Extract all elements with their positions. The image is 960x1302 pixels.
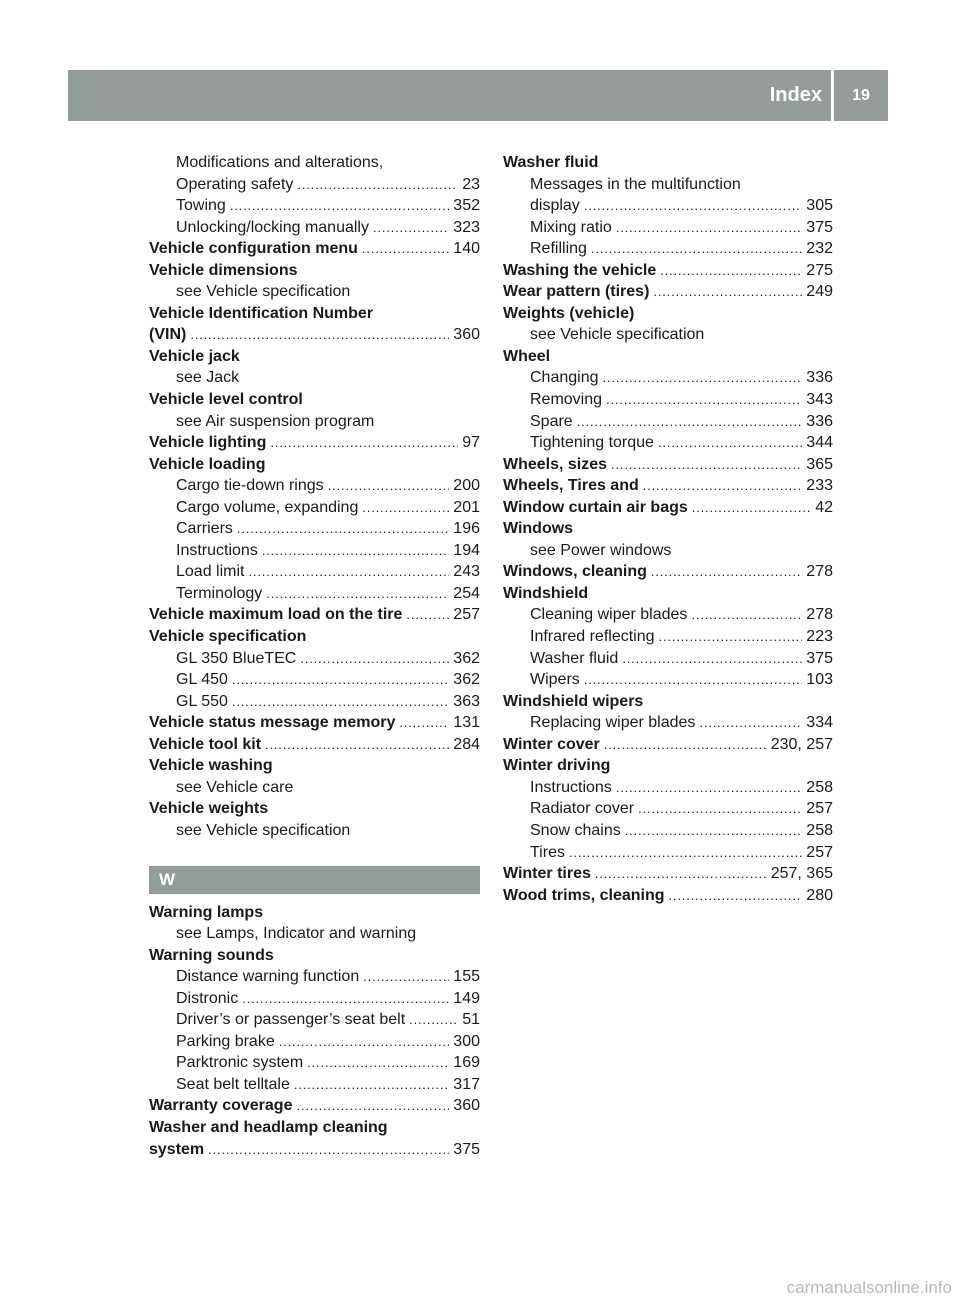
entry-term: Parktronic system [176,1054,304,1072]
index-entry [503,712,833,734]
index-entry [149,712,480,734]
index-entry [149,734,480,756]
entry-page-ref: 362 [453,649,480,667]
index-entry [503,324,833,346]
entry-term: Vehicle weights [149,800,269,818]
dot-leader [569,842,802,864]
index-entry-list [503,152,833,906]
entry-term: Vehicle status message memory [149,714,396,732]
index-entry [149,152,480,174]
entry-page-ref: 257 [453,606,480,624]
dot-leader [658,432,802,454]
entry-term: Washer fluid [530,649,619,667]
entry-term: Warranty coverage [149,1097,293,1115]
entry-term: Warning sounds [149,946,274,964]
dot-leader [230,195,449,217]
entry-page-ref: 375 [453,1140,480,1158]
section-letter-bar: W [149,866,480,894]
entry-page-ref: 360 [453,1097,480,1115]
dot-leader [604,734,767,756]
index-entry [149,303,480,325]
dot-leader [232,691,449,713]
entry-term: Wheels, Tires and [503,477,639,495]
entry-term: Carriers [176,520,233,538]
entry-page-ref: 343 [806,391,833,409]
entry-page-ref: 97 [462,434,480,452]
entry-page-ref: 257 [806,800,833,818]
index-entry [503,454,833,476]
index-entry [149,346,480,368]
entry-page-ref: 232 [806,240,833,258]
entry-page-ref: 149 [453,989,480,1007]
dot-leader [622,648,802,670]
index-entry [149,217,480,239]
index-entry [149,945,480,967]
entry-term: Wheels, sizes [503,455,608,473]
dot-leader [248,561,449,583]
entry-term: see Vehicle specification [530,326,705,344]
index-entry [149,1031,480,1053]
index-entry [503,389,833,411]
dot-leader [584,669,803,691]
entry-term: Vehicle Identification Number [149,304,374,322]
entry-term: Winter driving [503,757,611,775]
entry-term: see Power windows [530,541,672,559]
entry-term: GL 550 [176,692,228,710]
index-entry [149,367,480,389]
entry-term: see Lamps, Indicator and warning [176,925,417,943]
index-entry [149,648,480,670]
entry-page-ref: 323 [453,218,480,236]
index-entry [149,432,480,454]
index-entry [503,367,833,389]
entry-term: Warning lamps [149,903,264,921]
index-entry [503,195,833,217]
dot-leader [296,1095,449,1117]
dot-leader [616,217,802,239]
entry-term: see Vehicle specification [176,283,351,301]
index-entry [149,902,480,924]
entry-term: Snow chains [530,821,621,839]
entry-term: Mixing ratio [530,218,612,236]
watermark: carmanualsonline.info [786,1278,952,1297]
entry-page-ref: 284 [453,735,480,753]
entry-term: Vehicle washing [149,757,273,775]
entry-term: system [149,1140,205,1158]
entry-page-ref: 201 [453,498,480,516]
index-entry [503,626,833,648]
entry-term: Messages in the multifunction [530,175,741,193]
entry-term: Load limit [176,563,245,581]
entry-page-ref: 334 [806,714,833,732]
index-entry [149,820,480,842]
entry-term: Cargo tie-down rings [176,477,324,495]
dot-leader [279,1031,450,1053]
index-entry [503,411,833,433]
index-entry [503,152,833,174]
index-entry [149,1139,480,1161]
entry-term: Removing [530,391,603,409]
entry-term: see Air suspension program [176,412,375,430]
entry-term: Tightening torque [530,434,654,452]
dot-leader [409,1009,458,1031]
index-entry [503,734,833,756]
entry-term: Refilling [530,240,587,258]
entry-term: Replacing wiper blades [530,714,696,732]
dot-leader [603,367,803,389]
entry-term: Winter tires [503,865,591,883]
entry-page-ref: 131 [453,714,480,732]
entry-term: Distance warning function [176,968,360,986]
dot-leader [699,712,802,734]
dot-leader [190,324,449,346]
entry-page-ref: 155 [453,968,480,986]
index-entry [149,988,480,1010]
entry-page-ref: 365 [806,455,833,473]
entry-term: Instructions [176,541,258,559]
index-entry [149,497,480,519]
entry-term: Radiator cover [530,800,635,818]
index-entry [149,669,480,691]
entry-term: see Vehicle care [176,778,294,796]
entry-page-ref: 257 [806,843,833,861]
entry-term: Infrared reflecting [530,628,655,646]
dot-leader [611,454,802,476]
index-entry [149,583,480,605]
entry-page-ref: 169 [453,1054,480,1072]
dot-leader [300,648,449,670]
section-title: Index [769,84,822,106]
dot-leader [584,195,802,217]
dot-leader [362,497,449,519]
entry-term: Vehicle configuration menu [149,240,358,258]
index-entry [149,966,480,988]
entry-page-ref: 258 [806,821,833,839]
dot-leader [691,604,802,626]
dot-leader [669,885,803,907]
index-column-right [503,152,833,906]
dot-leader [297,174,458,196]
index-entry [503,798,833,820]
entry-page-ref: 233 [806,477,833,495]
entry-term: Washer fluid [503,154,599,171]
entry-term: Washer and headlamp cleaning [149,1118,388,1136]
index-entry [503,432,833,454]
entry-term: Winter cover [503,735,600,753]
dot-leader [595,863,767,885]
dot-leader [616,777,802,799]
index-entry [503,669,833,691]
index-entry [503,238,833,260]
index-entry [149,1009,480,1031]
entry-page-ref: 254 [453,584,480,602]
dot-leader [591,238,802,260]
index-entry [503,346,833,368]
index-entry [149,798,480,820]
index-entry [503,842,833,864]
dot-leader [363,966,449,988]
entry-page-ref: 42 [815,498,833,516]
index-entry [149,923,480,945]
index-entry [503,303,833,325]
dot-leader [373,217,449,239]
entry-term: Seat belt telltale [176,1075,290,1093]
index-entry [149,389,480,411]
dot-leader [242,988,449,1010]
index-entry [503,561,833,583]
entry-page-ref: 258 [806,778,833,796]
entry-term: see Vehicle specification [176,821,351,839]
index-entry [149,518,480,540]
dot-leader [692,497,811,519]
entry-page-ref: 352 [453,197,480,215]
entry-term: Parking brake [176,1032,275,1050]
entry-term: Vehicle specification [149,628,307,646]
entry-term: Vehicle loading [149,455,266,473]
dot-leader [362,238,449,260]
index-entry [503,691,833,713]
dot-leader [266,583,449,605]
dot-leader [653,281,802,303]
index-entry [503,174,833,196]
entry-page-ref: 336 [806,412,833,430]
entry-page-ref: 362 [453,671,480,689]
dot-leader [294,1074,449,1096]
dot-leader [399,712,449,734]
entry-term: Vehicle tool kit [149,735,262,753]
index-entry [149,281,480,303]
index-entry [503,497,833,519]
dot-leader [625,820,803,842]
entry-page-ref: 360 [453,326,480,344]
entry-page-ref: 257, 365 [770,865,833,883]
entry-page-ref: 344 [806,434,833,452]
entry-page-ref: 230, 257 [770,735,833,753]
index-entry [149,260,480,282]
index-entry [149,1074,480,1096]
index-entry [149,604,480,626]
index-entry [503,863,833,885]
entry-term: Driver’s or passenger’s seat belt [176,1011,406,1029]
index-entry [149,1117,480,1139]
entry-term: Weights (vehicle) [503,304,635,322]
index-entry [503,777,833,799]
entry-term: GL 350 BlueTEC [176,649,297,667]
entry-term: Instructions [530,778,612,796]
index-entry [149,324,480,346]
index-entry [503,820,833,842]
entry-term: Towing [176,197,226,215]
entry-term: Operating safety [176,175,294,193]
index-entry [503,583,833,605]
index-column-left [149,152,480,1160]
index-entry [149,195,480,217]
page-number: 19 [852,87,870,104]
entry-page-ref: 317 [453,1075,480,1093]
entry-page-ref: 275 [806,261,833,279]
index-entry-list [149,902,480,1161]
entry-term: Tires [530,843,565,861]
index-entry [149,540,480,562]
index-entry [503,475,833,497]
index-entry [149,411,480,433]
dot-leader [232,669,449,691]
entry-term: Distronic [176,989,239,1007]
entry-term: display [530,197,580,215]
entry-page-ref: 305 [806,197,833,215]
index-entry [149,454,480,476]
entry-term: Vehicle jack [149,347,240,365]
entry-term: Vehicle level control [149,391,303,409]
index-entry-list [149,152,480,842]
dot-leader [307,1052,449,1074]
dot-leader [262,540,449,562]
entry-term: Unlocking/locking manually [176,218,369,236]
entry-page-ref: 196 [453,520,480,538]
entry-page-ref: 194 [453,541,480,559]
index-entry [149,174,480,196]
index-entry [149,755,480,777]
entry-term: Wear pattern (tires) [503,283,650,301]
index-entry [149,691,480,713]
entry-page-ref: 140 [453,240,480,258]
entry-term: (VIN) [149,326,187,344]
index-entry [149,238,480,260]
entry-term: Wood trims, cleaning [503,886,665,904]
entry-page-ref: 280 [806,886,833,904]
entry-term: Wheel [503,347,551,365]
entry-term: Vehicle dimensions [149,261,298,279]
section-spacer [149,842,480,866]
entry-page-ref: 278 [806,563,833,581]
entry-term: Windows, cleaning [503,563,647,581]
dot-leader [406,604,449,626]
entry-page-ref: 363 [453,692,480,710]
entry-term: Washing the vehicle [503,261,657,279]
entry-term: Terminology [176,584,263,602]
index-entry [149,475,480,497]
index-entry [149,777,480,799]
entry-term: Changing [530,369,599,387]
entry-page-ref: 103 [806,671,833,689]
dot-leader [638,798,802,820]
index-entry [503,755,833,777]
index-entry [503,604,833,626]
entry-page-ref: 375 [806,218,833,236]
entry-term: Wipers [530,671,580,689]
entry-term: Cleaning wiper blades [530,606,688,624]
index-entry [503,648,833,670]
index-entry [503,281,833,303]
entry-page-ref: 300 [453,1032,480,1050]
entry-term: Spare [530,412,573,430]
entry-term: see Jack [176,369,240,387]
entry-term: GL 450 [176,671,228,689]
dot-leader [651,561,802,583]
entry-term: Modifications and alterations, [176,154,384,171]
entry-page-ref: 243 [453,563,480,581]
entry-page-ref: 336 [806,369,833,387]
entry-page-ref: 51 [462,1011,480,1029]
entry-term: Windows [503,520,574,538]
entry-page-ref: 200 [453,477,480,495]
entry-page-ref: 278 [806,606,833,624]
page-header [68,70,888,121]
index-entry [503,217,833,239]
dot-leader [265,734,449,756]
entry-term: Windshield wipers [503,692,644,710]
index-entry [503,518,833,540]
entry-term: Window curtain air bags [503,498,688,516]
dot-leader [659,626,803,648]
index-entry [149,1095,480,1117]
dot-leader [328,475,450,497]
dot-leader [237,518,449,540]
dot-leader [643,475,803,497]
dot-leader [270,432,458,454]
index-entry [149,561,480,583]
entry-page-ref: 249 [806,283,833,301]
dot-leader [208,1139,449,1161]
entry-term: Vehicle maximum load on the tire [149,606,403,624]
dot-leader [577,411,803,433]
entry-term: Windshield [503,584,589,602]
index-entry [149,626,480,648]
dot-leader [606,389,802,411]
index-entry [503,885,833,907]
dot-leader [660,260,802,282]
entry-page-ref: 223 [806,628,833,646]
entry-page-ref: 375 [806,649,833,667]
entry-term: Cargo volume, expanding [176,498,359,516]
entry-page-ref: 23 [462,175,480,193]
index-entry [503,540,833,562]
index-entry [503,260,833,282]
index-entry [149,1052,480,1074]
entry-term: Vehicle lighting [149,434,267,452]
